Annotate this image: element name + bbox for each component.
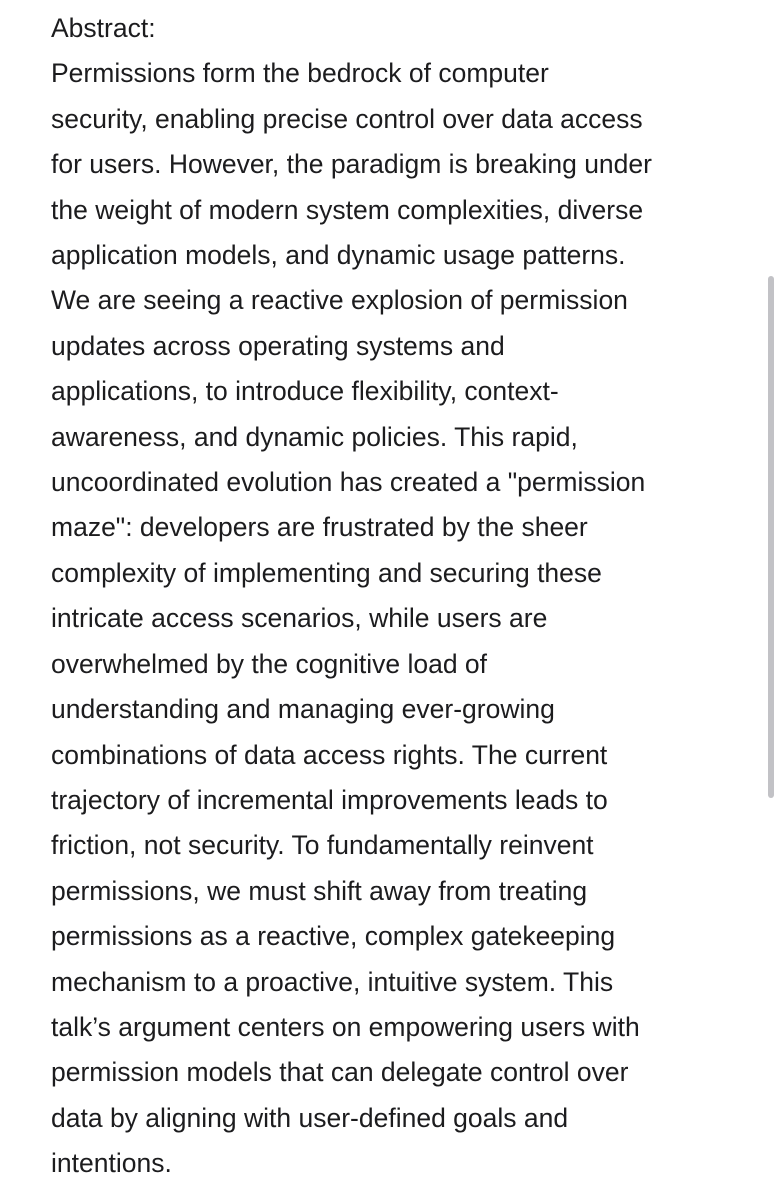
abstract-line: permission models that can delegate control over (51, 1057, 629, 1088)
abstract-line: understanding and managing ever-growing (51, 694, 555, 725)
abstract-line: intentions. (51, 1148, 172, 1179)
abstract-line: updates across operating systems and (51, 330, 505, 361)
abstract-line: the weight of modern system complexities, diverse (51, 194, 644, 225)
abstract-line: awareness, and dynamic policies. This rapid, (51, 421, 578, 452)
vertical-scrollbar[interactable] (768, 276, 774, 798)
abstract-line: security, enabling precise control over data access (51, 103, 643, 134)
abstract-line: for users. However, the paradigm is breaking under (51, 149, 652, 180)
abstract-line: intricate access scenarios, while users are (51, 603, 548, 634)
abstract-line: overwhelmed by the cognitive load of (51, 648, 488, 679)
abstract-line: complexity of implementing and securing these (51, 557, 602, 588)
abstract-line: We are seeing a reactive explosion of permission (51, 285, 628, 316)
abstract-line: permissions as a reactive, complex gatekeeping (51, 921, 616, 952)
abstract-line: application models, and dynamic usage patterns. (51, 240, 626, 271)
abstract-line: uncoordinated evolution has created a "permission (51, 467, 646, 498)
note-body[interactable] (51, 6, 751, 1187)
abstract-heading: Abstract: (51, 13, 156, 43)
abstract-line: applications, to introduce flexibility, context- (51, 376, 559, 407)
abstract-line: friction, not security. To fundamentally reinvent (51, 830, 594, 861)
abstract-line: combinations of data access rights. The current (51, 739, 608, 770)
abstract-line: Permissions form the bedrock of computer (51, 58, 549, 89)
abstract-line: talk’s argument centers on empowering users with (51, 1011, 640, 1042)
abstract-line: data by aligning with user-defined goals and (51, 1102, 569, 1133)
abstract-line: maze": developers are frustrated by the sheer (51, 512, 588, 543)
abstract-line: permissions, we must shift away from treating (51, 875, 588, 906)
abstract-line: mechanism to a proactive, intuitive system. This (51, 966, 614, 997)
abstract-line: trajectory of incremental improvements leads to (51, 784, 608, 815)
